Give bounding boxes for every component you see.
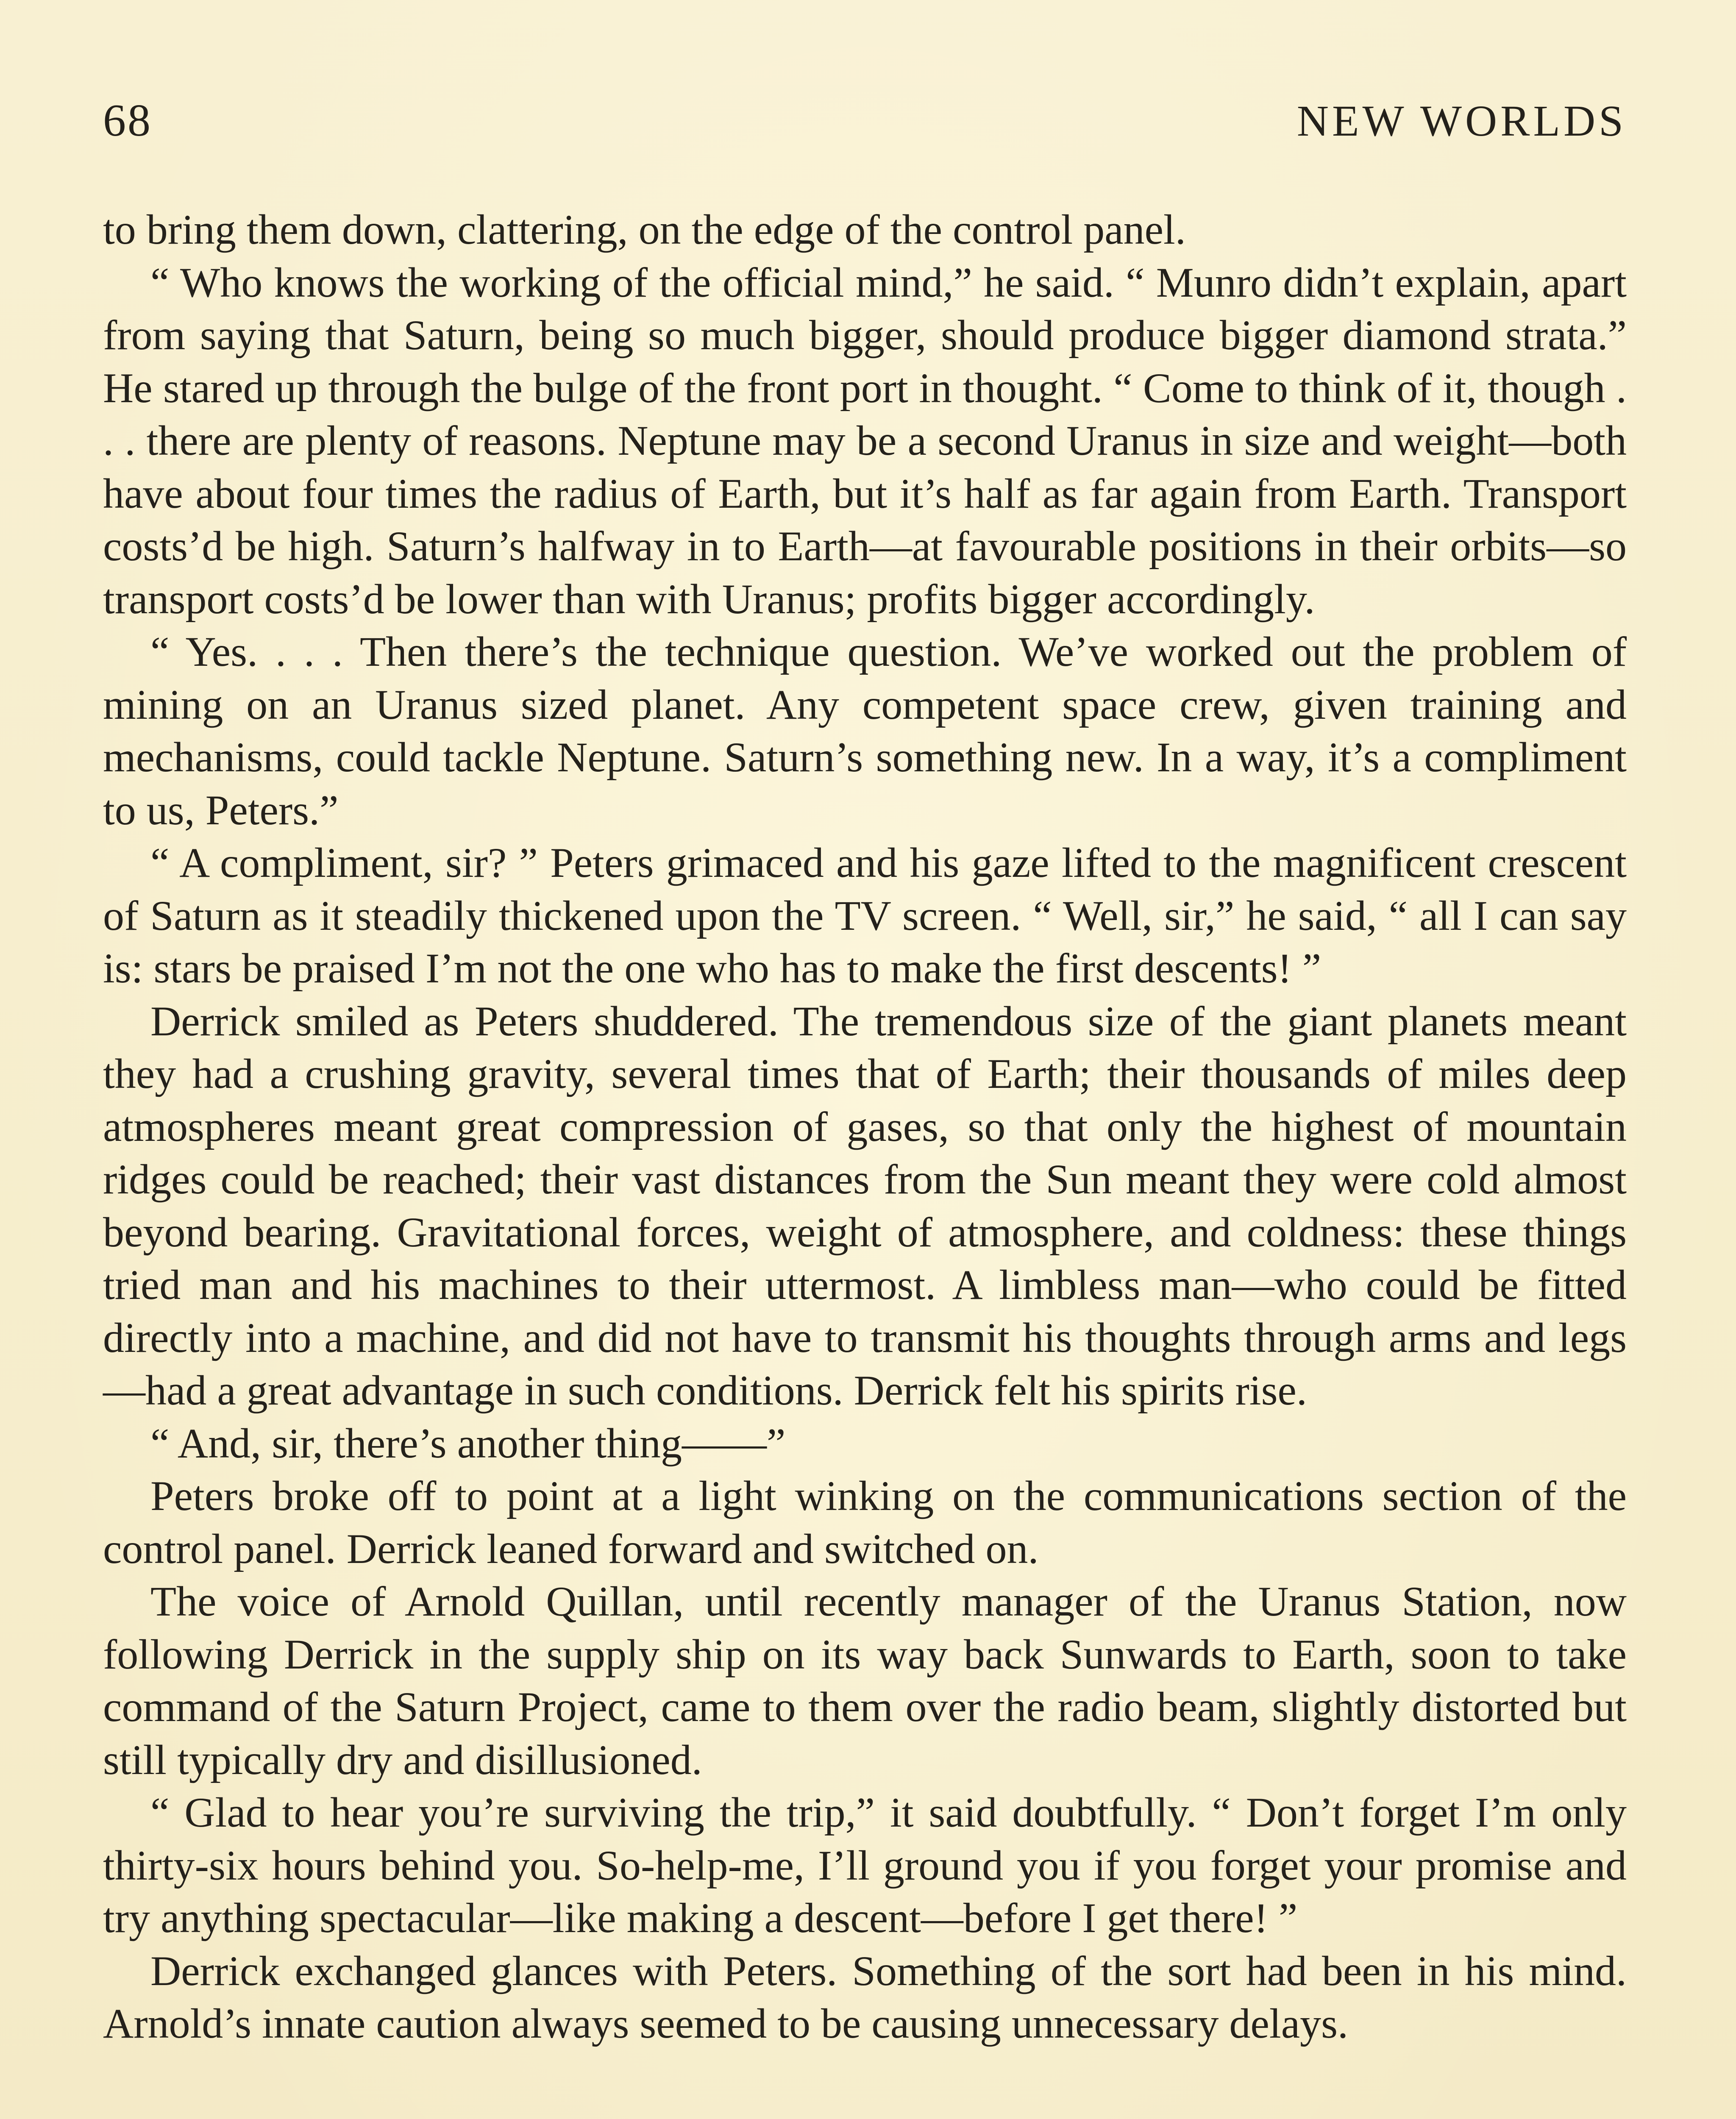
paragraph: Peters broke off to point at a light winking on the communications section of the control panel. Derrick leaned forward and switched on. <box>103 1472 1627 1572</box>
running-head: NEW WORLDS <box>1296 96 1627 145</box>
paragraph: to bring them down, clattering, on the edge of the control panel. <box>103 206 1186 253</box>
paragraph: Derrick exchanged glances with Peters. Something of the sort had been in his mind. Arnold’s innate caution always seemed to be causing unnecessary delays. <box>103 1947 1627 2047</box>
paragraph: “ A compliment, sir? ” Peters grimaced and his gaze lifted to the magnificent crescent of Saturn as it steadily thickened upon the TV screen. “ Well, sir,” he said, “ all I can say is: stars be praised I’m not the one who has to make the first descents! ” <box>103 839 1627 992</box>
paragraph: “ Who knows the working of the official mind,” he said. “ Munro didn’t explain, apart from saying that Saturn, being so much bigger, should produce bigger diamond strata.” He stared up through the bulge of the front port in thought. “ Come to think of it, though . . . there are plenty of reasons. Neptune may be a second Uranus in size and weight—both have about four times the radius of Earth, but it’s half as far again from Earth. Transport costs’d be high. Saturn’s halfway in to Earth—at favourable positions in their orbits—so transport costs’d be lower than with Uranus; profits bigger accordingly. <box>103 259 1627 623</box>
page-number: 68 <box>103 95 152 146</box>
page-header <box>103 91 1627 150</box>
paragraph: “ And, sir, there’s another thing——” <box>150 1419 786 1467</box>
paragraph: “ Glad to hear you’re surviving the trip,” it said doubtfully. “ Don’t forget I’m only thirty-six hours behind you. So-help-me, I’ll ground you if you forget your promise and try anything spectacular—like making a descent—before I get there! ” <box>103 1789 1627 1941</box>
paragraph: Derrick smiled as Peters shuddered. The tremendous size of the giant planets meant they had a crushing gravity, several times that of Earth; their thousands of miles deep atmospheres meant great compression of gases, so that only the highest of mountain ridges could be reached; their vast distances from the Sun meant they were cold almost beyond bearing. Gravitational forces, weight of atmosphere, and coldness: these things tried man and his machines to their uttermost. A limbless man—who could be fitted directly into a machine, and did not have to transmit his thoughts through arms and legs—had a great advantage in such conditions. Derrick felt his spirits rise. <box>103 997 1627 1414</box>
paragraph: “ Yes. . . . Then there’s the technique question. We’ve worked out the problem of mining on an Uranus sized planet. Any competent space crew, given training and mechanisms, could tackle Neptune. Saturn’s something new. In a way, it’s a compliment to us, Peters.” <box>103 628 1627 834</box>
paragraph: The voice of Arnold Quillan, until recently manager of the Uranus Station, now following Derrick in the supply ship on its way back Sunwards to Earth, soon to take command of the Saturn Project, came to them over the radio beam, slightly distorted but still typically dry and disillusioned. <box>103 1578 1627 1783</box>
body-text <box>103 203 1627 2050</box>
